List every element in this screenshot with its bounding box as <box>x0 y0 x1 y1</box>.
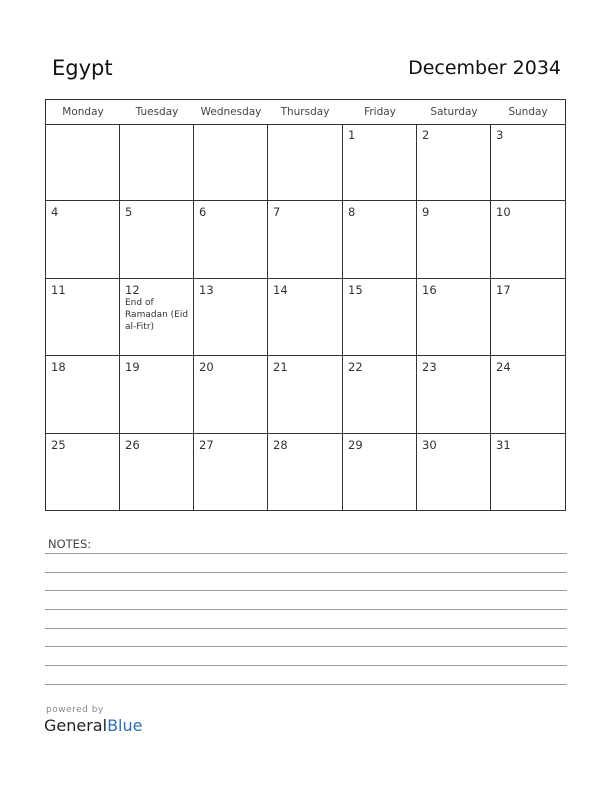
powered-by-text: powered by <box>46 705 104 715</box>
day-cell <box>417 434 491 510</box>
note-line <box>45 553 567 554</box>
day-cell <box>417 201 491 279</box>
note-line <box>45 628 567 629</box>
day-cell <box>194 434 268 510</box>
day-cell <box>46 279 120 356</box>
day-number: 10 <box>496 205 511 219</box>
day-cell <box>491 279 565 356</box>
note-line <box>45 572 567 573</box>
day-number: 20 <box>199 360 214 374</box>
weekday-header-row <box>46 100 565 125</box>
day-number: 17 <box>496 283 511 297</box>
day-number: 1 <box>348 128 356 142</box>
day-number: 24 <box>496 360 511 374</box>
day-cell <box>491 201 565 279</box>
day-number: 26 <box>125 438 140 452</box>
day-number: 18 <box>51 360 66 374</box>
day-number: 25 <box>51 438 66 452</box>
day-cell <box>268 201 343 279</box>
day-number: 2 <box>422 128 430 142</box>
day-number: 31 <box>496 438 511 452</box>
weekday-saturday: Saturday <box>430 106 478 118</box>
weekday-wednesday: Wednesday <box>200 106 262 118</box>
day-cell <box>343 279 417 356</box>
day-cell <box>194 201 268 279</box>
day-number: 21 <box>273 360 288 374</box>
calendar-grid <box>45 99 566 511</box>
day-cell <box>194 356 268 434</box>
notes-label: NOTES: <box>48 537 92 551</box>
day-cell <box>120 201 194 279</box>
day-cell <box>268 124 343 201</box>
brand-blue: Blue <box>107 716 143 735</box>
day-number: 29 <box>348 438 363 452</box>
day-cell <box>343 124 417 201</box>
day-cell <box>194 124 268 201</box>
day-number: 11 <box>51 283 66 297</box>
note-line <box>45 590 567 591</box>
country-title: Egypt <box>52 56 113 80</box>
brand-general: General <box>44 716 108 735</box>
day-cell <box>491 124 565 201</box>
month-year-title: December 2034 <box>408 57 561 79</box>
day-number: 7 <box>273 205 281 219</box>
day-number: 12 <box>125 283 140 297</box>
day-number: 14 <box>273 283 288 297</box>
day-number: 15 <box>348 283 363 297</box>
day-number: 6 <box>199 205 207 219</box>
weekday-friday: Friday <box>364 106 396 118</box>
day-cell <box>417 356 491 434</box>
day-cell <box>46 356 120 434</box>
day-number: 3 <box>496 128 504 142</box>
day-number: 13 <box>199 283 214 297</box>
day-cell <box>46 124 120 201</box>
day-cell <box>46 434 120 510</box>
day-number: 8 <box>348 205 356 219</box>
weekday-sunday: Sunday <box>508 106 548 118</box>
day-number: 4 <box>51 205 59 219</box>
day-number: 22 <box>348 360 363 374</box>
day-number: 5 <box>125 205 133 219</box>
weekday-monday: Monday <box>62 106 104 118</box>
day-cell <box>46 201 120 279</box>
day-cell <box>120 279 194 356</box>
weekday-thursday: Thursday <box>280 106 330 118</box>
note-line <box>45 609 567 610</box>
day-cell <box>343 356 417 434</box>
holiday-label: End of Ramadan (Eid al-Fitr) <box>125 298 189 332</box>
note-line <box>45 646 567 647</box>
day-cell <box>268 356 343 434</box>
day-number: 23 <box>422 360 437 374</box>
weekday-tuesday: Tuesday <box>135 106 179 118</box>
note-line <box>45 665 567 666</box>
day-cell <box>343 201 417 279</box>
day-number: 19 <box>125 360 140 374</box>
day-cell <box>120 434 194 510</box>
day-number: 9 <box>422 205 430 219</box>
day-cell <box>491 434 565 510</box>
day-cell <box>268 434 343 510</box>
day-cell <box>417 124 491 201</box>
day-cell <box>194 279 268 356</box>
day-cell <box>343 434 417 510</box>
day-cell <box>417 279 491 356</box>
generalblue-logo <box>44 716 142 735</box>
day-number: 28 <box>273 438 288 452</box>
day-number: 30 <box>422 438 437 452</box>
day-cell <box>268 279 343 356</box>
day-cell <box>120 356 194 434</box>
day-number: 27 <box>199 438 214 452</box>
day-cell <box>120 124 194 201</box>
day-cell <box>491 356 565 434</box>
note-line <box>45 684 567 685</box>
day-number: 16 <box>422 283 437 297</box>
